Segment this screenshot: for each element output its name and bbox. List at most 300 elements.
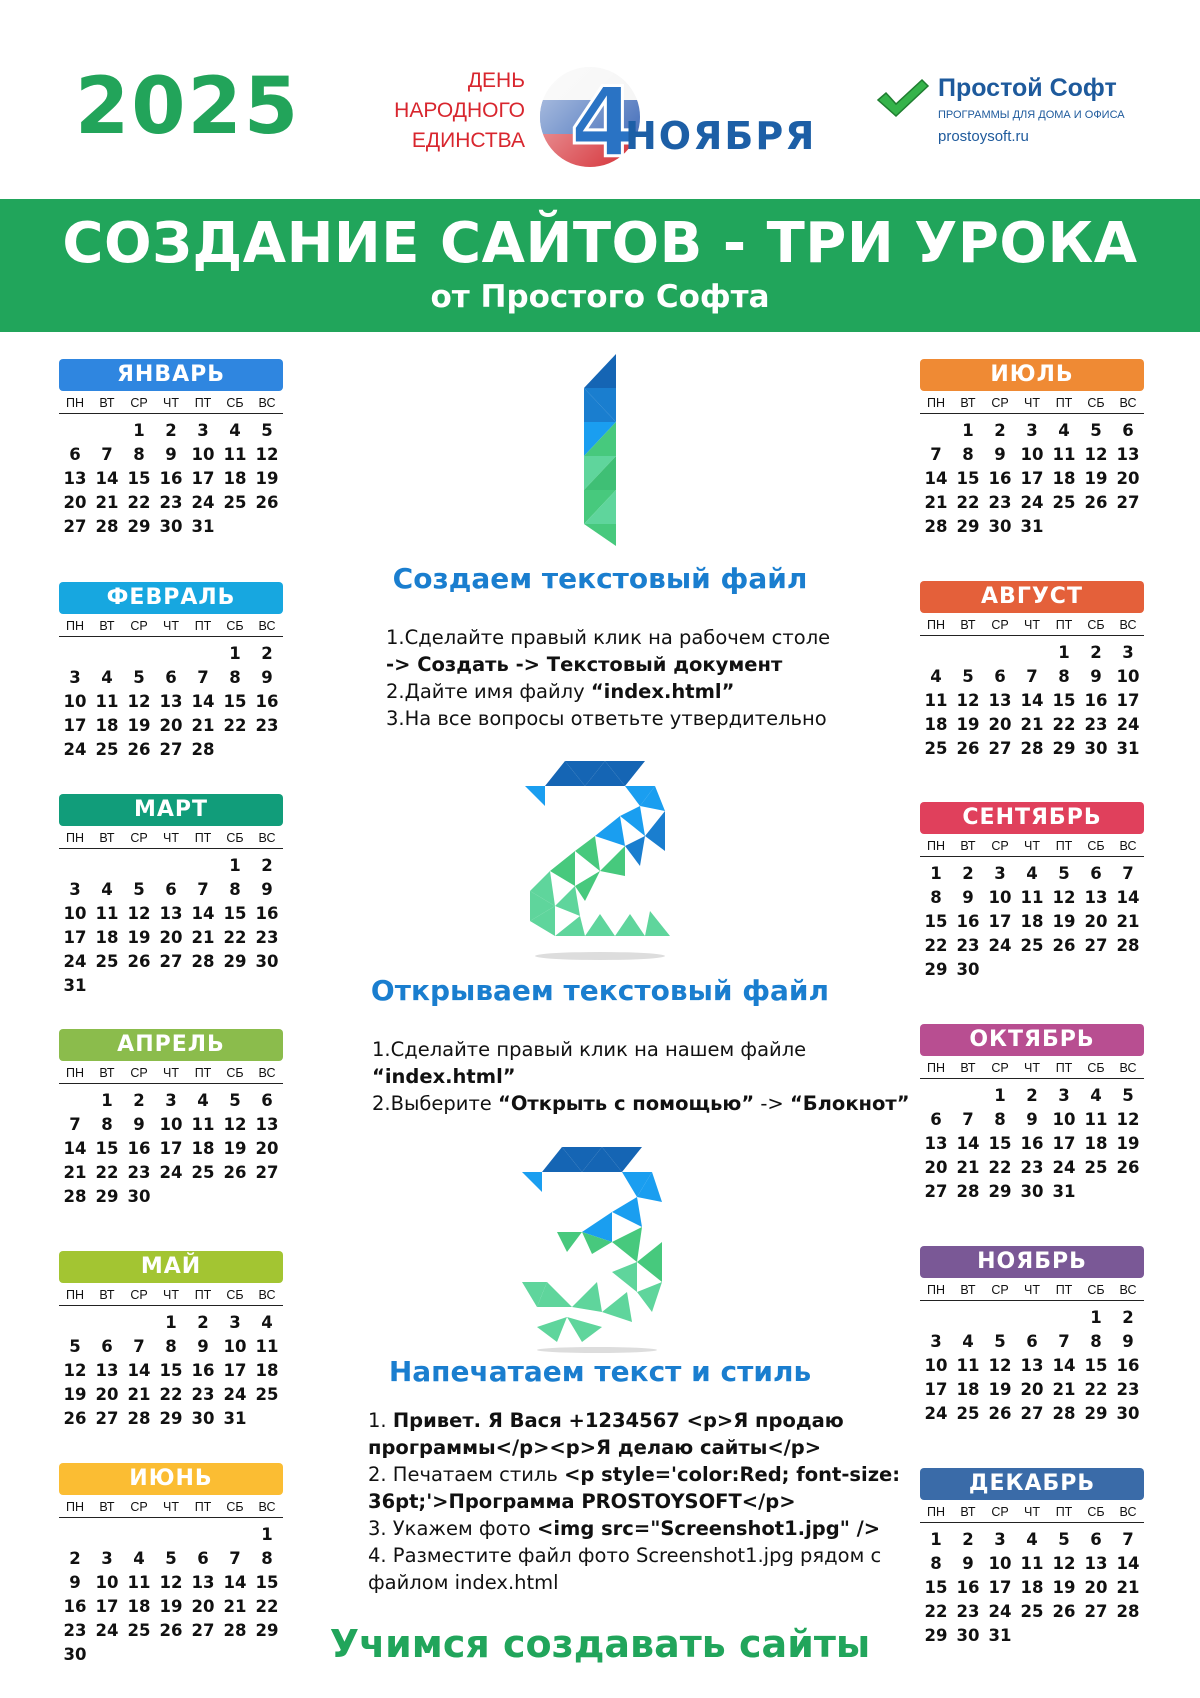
- day-number: 27: [924, 1182, 948, 1201]
- weekday-row: [59, 1066, 283, 1084]
- step-emphasis: Привет. Я Вася +1234567 <p>Я продаю: [392, 1409, 844, 1432]
- day-number: 23: [1020, 1158, 1044, 1177]
- day-number: 26: [1052, 1602, 1076, 1621]
- day-number: 19: [223, 1139, 247, 1158]
- step-text: 1.Сделайте правый клик на нашем файле: [372, 1038, 807, 1061]
- banner-subtitle: от Простого Софта: [430, 279, 770, 315]
- day-number: 5: [994, 1332, 1006, 1351]
- day-number: 16: [255, 692, 279, 711]
- day-number: 20: [1020, 1380, 1044, 1399]
- day-number: 23: [956, 936, 980, 955]
- day-number: 6: [1122, 421, 1134, 440]
- day-number: 23: [191, 1385, 215, 1404]
- empty-day: [155, 1523, 187, 1547]
- month-calendar: [920, 359, 1144, 539]
- weekday-label: СР: [130, 1288, 148, 1302]
- day-number: 11: [223, 445, 247, 464]
- day-number: 19: [1052, 1578, 1076, 1597]
- day-number: 4: [101, 668, 113, 687]
- day-number: 19: [127, 928, 151, 947]
- step-text: ->: [754, 1092, 790, 1115]
- day-number: 25: [255, 1385, 279, 1404]
- weekday-label: ПН: [926, 1283, 945, 1297]
- day-number: 22: [223, 928, 247, 947]
- weekday-row: [920, 1283, 1144, 1301]
- holiday-line: ДЕНЬ: [467, 69, 525, 92]
- day-number: 14: [1116, 888, 1140, 907]
- weekday-label: ВТ: [960, 396, 976, 410]
- day-number: 8: [229, 668, 241, 687]
- weekday-label: ВТ: [99, 1066, 115, 1080]
- weekday-label: СР: [130, 831, 148, 845]
- day-number: 21: [1052, 1380, 1076, 1399]
- weekday-label: СБ: [1087, 396, 1105, 410]
- step-text: файлом index.html: [368, 1571, 559, 1594]
- day-number: 31: [1020, 517, 1044, 536]
- day-number: 8: [962, 445, 974, 464]
- day-number: 21: [191, 716, 215, 735]
- step-line: [386, 705, 830, 732]
- day-number: 24: [988, 1602, 1012, 1621]
- day-number: 18: [924, 715, 948, 734]
- day-number: 3: [69, 880, 81, 899]
- month-calendar: [59, 1463, 283, 1667]
- day-number: 14: [924, 469, 948, 488]
- weekday-label: СР: [991, 839, 1009, 853]
- weekday-label: СБ: [1087, 618, 1105, 632]
- day-grid: [59, 419, 283, 539]
- day-number: 10: [95, 1573, 119, 1592]
- day-number: 11: [127, 1573, 151, 1592]
- day-number: 17: [1052, 1134, 1076, 1153]
- day-number: 4: [930, 667, 942, 686]
- step-text: 2.Выберите: [372, 1092, 499, 1115]
- day-number: 6: [994, 667, 1006, 686]
- day-number: 21: [191, 928, 215, 947]
- weekday-label: СР: [991, 1061, 1009, 1075]
- day-number: 25: [95, 740, 119, 759]
- day-number: 4: [133, 1549, 145, 1568]
- day-number: 14: [223, 1573, 247, 1592]
- day-number: 21: [223, 1597, 247, 1616]
- day-number: 20: [1084, 912, 1108, 931]
- day-grid: [920, 641, 1144, 761]
- day-number: 11: [956, 1356, 980, 1375]
- month-calendar: [920, 1024, 1144, 1204]
- day-number: 12: [1052, 888, 1076, 907]
- day-number: 9: [133, 1115, 145, 1134]
- day-number: 25: [127, 1621, 151, 1640]
- day-number: 11: [924, 691, 948, 710]
- day-number: 9: [962, 1554, 974, 1573]
- day-number: 6: [101, 1337, 113, 1356]
- day-number: 13: [159, 692, 183, 711]
- day-number: 10: [988, 1554, 1012, 1573]
- weekday-label: СР: [991, 396, 1009, 410]
- day-number: 13: [1116, 445, 1140, 464]
- day-number: 16: [1020, 1134, 1044, 1153]
- day-number: 26: [1116, 1158, 1140, 1177]
- day-number: 20: [924, 1158, 948, 1177]
- weekday-row: [920, 839, 1144, 857]
- day-number: 1: [229, 644, 241, 663]
- day-number: 9: [1026, 1110, 1038, 1129]
- weekday-row: [59, 1500, 283, 1518]
- month-calendar: [59, 1029, 283, 1209]
- day-number: 5: [69, 1337, 81, 1356]
- day-number: 25: [95, 952, 119, 971]
- day-number: 7: [133, 1337, 145, 1356]
- weekday-row: [920, 1061, 1144, 1079]
- empty-day: [123, 642, 155, 666]
- day-number: 15: [159, 1361, 183, 1380]
- empty-day: [59, 1523, 91, 1547]
- weekday-label: СБ: [226, 1066, 244, 1080]
- day-number: 5: [1058, 864, 1070, 883]
- day-number: 14: [1020, 691, 1044, 710]
- day-number: 2: [261, 644, 273, 663]
- month-calendar: [920, 802, 1144, 982]
- day-number: 31: [988, 1626, 1012, 1645]
- step-line: [368, 1542, 900, 1569]
- weekday-label: ВС: [1119, 1505, 1137, 1519]
- day-number: 30: [988, 517, 1012, 536]
- weekday-label: ПН: [65, 1066, 84, 1080]
- day-number: 1: [930, 1530, 942, 1549]
- day-number: 29: [223, 952, 247, 971]
- day-number: 1: [1090, 1308, 1102, 1327]
- day-number: 5: [133, 880, 145, 899]
- day-number: 16: [191, 1361, 215, 1380]
- day-number: 26: [159, 1621, 183, 1640]
- weekday-label: ПН: [926, 1061, 945, 1075]
- day-number: 21: [1020, 715, 1044, 734]
- day-number: 24: [63, 740, 87, 759]
- step-line: [386, 624, 830, 651]
- day-number: 7: [930, 445, 942, 464]
- month-name: ИЮЛЬ: [920, 359, 1144, 391]
- month-name: АВГУСТ: [920, 581, 1144, 613]
- day-number: 26: [127, 952, 151, 971]
- day-number: 24: [988, 936, 1012, 955]
- day-number: 24: [223, 1385, 247, 1404]
- empty-day: [123, 1311, 155, 1335]
- day-number: 2: [962, 1530, 974, 1549]
- step-line: [386, 678, 830, 705]
- day-number: 7: [1122, 864, 1134, 883]
- empty-day: [920, 1306, 952, 1330]
- day-number: 8: [930, 888, 942, 907]
- day-number: 24: [159, 1163, 183, 1182]
- day-number: 9: [69, 1573, 81, 1592]
- day-number: 18: [255, 1361, 279, 1380]
- weekday-row: [59, 619, 283, 637]
- day-number: 29: [1084, 1404, 1108, 1423]
- lesson-3-title: Напечатаем текст и стиль: [388, 1355, 812, 1388]
- weekday-label: ПН: [65, 619, 84, 633]
- month-calendar: [920, 1468, 1144, 1648]
- empty-day: [91, 854, 123, 878]
- brand-url: prostoysoft.ru: [938, 128, 1029, 145]
- day-number: 6: [930, 1110, 942, 1129]
- day-number: 6: [1090, 864, 1102, 883]
- day-number: 9: [261, 880, 273, 899]
- day-number: 22: [1084, 1380, 1108, 1399]
- day-number: 18: [1084, 1134, 1108, 1153]
- step-emphasis: <img src="Screenshot1.jpg" />: [536, 1517, 881, 1540]
- weekday-label: ПТ: [194, 1066, 212, 1080]
- weekday-label: ВС: [1119, 618, 1137, 632]
- day-number: 10: [191, 445, 215, 464]
- day-number: 9: [1090, 667, 1102, 686]
- day-number: 7: [101, 445, 113, 464]
- day-number: 13: [95, 1361, 119, 1380]
- day-number: 28: [1052, 1404, 1076, 1423]
- day-number: 28: [191, 740, 215, 759]
- day-number: 14: [191, 692, 215, 711]
- weekday-row: [59, 396, 283, 414]
- day-number: 7: [962, 1110, 974, 1129]
- empty-day: [920, 1084, 952, 1108]
- day-number: 26: [988, 1404, 1012, 1423]
- day-number: 15: [255, 1573, 279, 1592]
- weekday-label: ВС: [258, 1288, 276, 1302]
- weekday-label: ПТ: [194, 396, 212, 410]
- holiday-day-number: 4: [570, 67, 637, 172]
- day-number: 5: [229, 1091, 241, 1110]
- day-number: 21: [924, 493, 948, 512]
- day-number: 9: [994, 445, 1006, 464]
- day-grid: [920, 1528, 1144, 1648]
- day-number: 2: [69, 1549, 81, 1568]
- step-line: [372, 1063, 910, 1090]
- day-grid: [920, 862, 1144, 982]
- day-number: 17: [159, 1139, 183, 1158]
- day-number: 17: [988, 1578, 1012, 1597]
- step-text: 3.На все вопросы ответьте утвердительно: [386, 707, 827, 730]
- weekday-label: СР: [130, 1500, 148, 1514]
- day-number: 24: [1020, 493, 1044, 512]
- day-number: 28: [1020, 739, 1044, 758]
- day-number: 16: [956, 912, 980, 931]
- weekday-row: [920, 396, 1144, 414]
- day-number: 28: [924, 517, 948, 536]
- weekday-label: СР: [991, 1283, 1009, 1297]
- step-line: [368, 1407, 900, 1434]
- day-number: 3: [165, 1091, 177, 1110]
- day-number: 8: [994, 1110, 1006, 1129]
- day-number: 10: [988, 888, 1012, 907]
- month-name: ОКТЯБРЬ: [920, 1024, 1144, 1056]
- day-number: 8: [930, 1554, 942, 1573]
- holiday-caption: [360, 66, 525, 156]
- day-number: 20: [1116, 469, 1140, 488]
- holiday-emblem: [360, 62, 840, 172]
- weekday-label: ПН: [926, 1505, 945, 1519]
- day-number: 7: [197, 880, 209, 899]
- month-name: МАЙ: [59, 1251, 283, 1283]
- day-number: 2: [165, 421, 177, 440]
- day-number: 21: [127, 1385, 151, 1404]
- day-number: 2: [962, 864, 974, 883]
- day-number: 20: [63, 493, 87, 512]
- empty-day: [59, 642, 91, 666]
- empty-day: [187, 854, 219, 878]
- day-grid: [59, 854, 283, 998]
- day-number: 12: [988, 1356, 1012, 1375]
- day-number: 16: [255, 904, 279, 923]
- day-number: 31: [1052, 1182, 1076, 1201]
- step-emphasis: 36pt;'>Программа PROSTOYSOFT</p>: [368, 1490, 796, 1513]
- day-number: 27: [159, 740, 183, 759]
- weekday-label: СР: [130, 396, 148, 410]
- month-name: АПРЕЛЬ: [59, 1029, 283, 1061]
- day-number: 31: [63, 976, 87, 995]
- weekday-label: СБ: [226, 831, 244, 845]
- step-line: [368, 1434, 900, 1461]
- weekday-label: ВТ: [960, 1505, 976, 1519]
- day-number: 5: [133, 668, 145, 687]
- day-number: 19: [159, 1597, 183, 1616]
- day-number: 6: [165, 880, 177, 899]
- day-number: 3: [994, 1530, 1006, 1549]
- empty-day: [952, 1306, 984, 1330]
- day-number: 15: [127, 469, 151, 488]
- day-number: 18: [1052, 469, 1076, 488]
- day-number: 27: [1084, 1602, 1108, 1621]
- weekday-label: ПТ: [194, 831, 212, 845]
- day-number: 10: [1052, 1110, 1076, 1129]
- day-number: 25: [956, 1404, 980, 1423]
- day-grid: [920, 1084, 1144, 1204]
- day-number: 13: [255, 1115, 279, 1134]
- weekday-label: ВС: [258, 1066, 276, 1080]
- day-number: 23: [988, 493, 1012, 512]
- weekday-label: ПН: [65, 1288, 84, 1302]
- day-number: 23: [956, 1602, 980, 1621]
- day-number: 6: [1090, 1530, 1102, 1549]
- day-number: 12: [1052, 1554, 1076, 1573]
- month-name: ИЮНЬ: [59, 1463, 283, 1495]
- day-number: 20: [191, 1597, 215, 1616]
- day-number: 25: [223, 493, 247, 512]
- day-number: 27: [1116, 493, 1140, 512]
- day-number: 22: [223, 716, 247, 735]
- day-number: 15: [223, 904, 247, 923]
- day-number: 4: [1026, 1530, 1038, 1549]
- title-banner: [0, 199, 1200, 332]
- day-number: 6: [69, 445, 81, 464]
- weekday-label: СР: [991, 618, 1009, 632]
- day-number: 28: [191, 952, 215, 971]
- day-number: 21: [1116, 912, 1140, 931]
- day-number: 15: [1084, 1356, 1108, 1375]
- day-number: 25: [1084, 1158, 1108, 1177]
- day-number: 24: [63, 952, 87, 971]
- day-number: 7: [1058, 1332, 1070, 1351]
- weekday-label: ВС: [1119, 839, 1137, 853]
- weekday-row: [59, 831, 283, 849]
- day-number: 27: [63, 517, 87, 536]
- day-number: 4: [962, 1332, 974, 1351]
- day-number: 21: [95, 493, 119, 512]
- day-number: 4: [1026, 864, 1038, 883]
- holiday-month: НОЯБРЯ: [625, 114, 817, 158]
- day-number: 16: [956, 1578, 980, 1597]
- empty-day: [91, 1311, 123, 1335]
- step-text: 1.Сделайте правый клик на рабочем столе: [386, 626, 831, 649]
- day-number: 30: [255, 952, 279, 971]
- day-number: 3: [197, 421, 209, 440]
- lesson-1-steps: [386, 624, 830, 732]
- day-number: 18: [127, 1597, 151, 1616]
- day-number: 5: [1058, 1530, 1070, 1549]
- day-number: 15: [988, 1134, 1012, 1153]
- day-number: 1: [1058, 643, 1070, 662]
- weekday-label: ПН: [926, 396, 945, 410]
- weekday-label: СБ: [1087, 839, 1105, 853]
- day-number: 20: [1084, 1578, 1108, 1597]
- step-text: 3. Укажем фото: [368, 1517, 537, 1540]
- weekday-label: ЧТ: [1024, 1061, 1040, 1075]
- day-number: 16: [63, 1597, 87, 1616]
- day-number: 26: [1084, 493, 1108, 512]
- day-number: 26: [255, 493, 279, 512]
- day-number: 19: [956, 715, 980, 734]
- weekday-label: ЧТ: [1024, 618, 1040, 632]
- day-number: 29: [924, 1626, 948, 1645]
- weekday-label: ПН: [65, 1500, 84, 1514]
- weekday-label: ВС: [258, 1500, 276, 1514]
- day-number: 16: [1084, 691, 1108, 710]
- day-number: 21: [63, 1163, 87, 1182]
- day-number: 12: [1084, 445, 1108, 464]
- day-number: 13: [1084, 1554, 1108, 1573]
- day-number: 17: [191, 469, 215, 488]
- day-number: 19: [1116, 1134, 1140, 1153]
- step-emphasis: -> Создать -> Текстовый документ: [386, 653, 783, 676]
- day-number: 7: [197, 668, 209, 687]
- empty-day: [1016, 641, 1048, 665]
- day-number: 9: [261, 668, 273, 687]
- day-number: 24: [924, 1404, 948, 1423]
- day-grid: [59, 1089, 283, 1209]
- step-line: [368, 1569, 900, 1596]
- day-number: 18: [956, 1380, 980, 1399]
- empty-day: [59, 1311, 91, 1335]
- day-number: 21: [956, 1158, 980, 1177]
- day-number: 7: [1122, 1530, 1134, 1549]
- day-number: 2: [133, 1091, 145, 1110]
- step-line: [372, 1090, 910, 1117]
- day-number: 28: [223, 1621, 247, 1640]
- day-number: 30: [63, 1645, 87, 1664]
- day-number: 30: [956, 960, 980, 979]
- weekday-label: ПН: [65, 396, 84, 410]
- day-number: 8: [1090, 1332, 1102, 1351]
- weekday-row: [920, 1505, 1144, 1523]
- day-number: 4: [101, 880, 113, 899]
- day-number: 2: [994, 421, 1006, 440]
- day-number: 16: [159, 469, 183, 488]
- empty-day: [155, 642, 187, 666]
- weekday-label: ВТ: [960, 1283, 976, 1297]
- day-number: 1: [229, 856, 241, 875]
- day-number: 14: [1052, 1356, 1076, 1375]
- day-number: 18: [95, 928, 119, 947]
- day-number: 28: [95, 517, 119, 536]
- month-calendar: [59, 1251, 283, 1431]
